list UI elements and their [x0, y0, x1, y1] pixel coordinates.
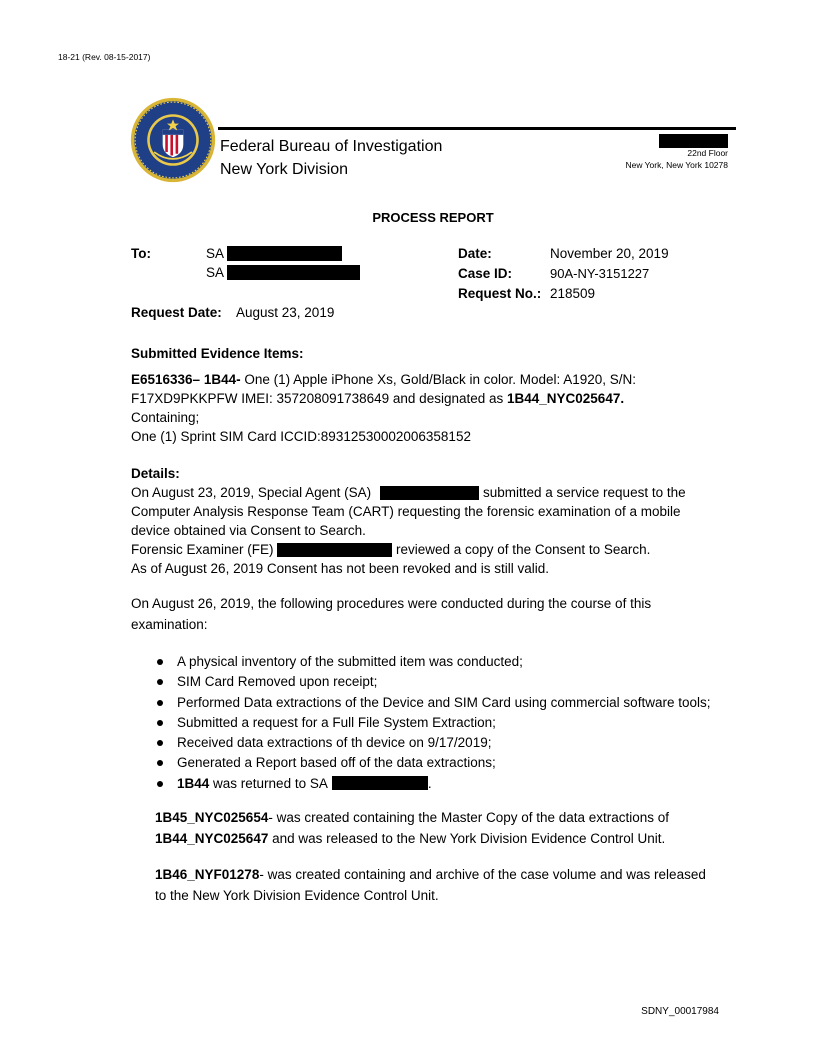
request-date-label: Request Date:: [131, 305, 222, 320]
evidence-description: One (1) Apple iPhone Xs, Gold/Black in color. Model: A1920, S/N:: [240, 372, 637, 387]
redaction-bar: [227, 246, 342, 261]
address-line-2: New York, New York 10278: [625, 160, 728, 170]
list-item: 1B44 was returned to SA .: [155, 774, 755, 794]
redaction-bar: [659, 134, 728, 148]
date-label: Date:: [458, 246, 492, 261]
evidence-heading: Submitted Evidence Items:: [131, 346, 304, 361]
redaction-bar: [277, 543, 392, 557]
bullet-icon: [157, 659, 163, 665]
details-line-5: As of August 26, 2019 Consent has not been revoked and is still valid.: [131, 561, 550, 576]
address-line-1: 22nd Floor: [687, 148, 728, 158]
list-item: Generated a Report based off of the data extractions;: [155, 753, 755, 773]
procedures-intro-line-1: On August 26, 2019, the following procedures were conducted during the course of this: [131, 596, 652, 611]
office-address: [625, 147, 728, 171]
redaction-bar: [332, 776, 428, 790]
details-line-1b: submitted a service request to the: [483, 485, 686, 500]
bullet-icon: [157, 760, 163, 766]
details-heading: Details:: [131, 466, 180, 481]
request-no-value: 218509: [550, 286, 596, 301]
output-a-source-id: 1B44_NYC025647: [155, 831, 269, 846]
details-line-4b: reviewed a copy of the Consent to Search.: [396, 542, 651, 557]
item-ref: 1B44: [177, 775, 210, 791]
evidence-line-1: [131, 370, 636, 390]
date-value: November 20, 2019: [550, 246, 669, 261]
fbi-seal-icon: [130, 97, 216, 183]
details-line-1a: On August 23, 2019, Special Agent (SA): [131, 485, 372, 500]
header-rule: [218, 127, 736, 130]
output-a-line-1: 1B45_NYC025654- was created containing the Master Copy of the data extractions of: [155, 810, 670, 825]
evidence-sim: One (1) Sprint SIM Card ICCID:89312530002006358152: [131, 429, 471, 444]
evidence-serial: F17XD9PKKPFW IMEI: 357208091738649 and designated as: [131, 391, 507, 406]
redaction-bar: [380, 486, 479, 500]
procedures-list: [155, 652, 755, 794]
evidence-containing: Containing;: [131, 410, 200, 425]
case-id-value: 90A-NY-3151227: [550, 266, 650, 281]
to-line-1: SA: [206, 246, 225, 261]
details-line-3: device obtained via Consent to Search.: [131, 523, 366, 538]
output-a-line-2: 1B44_NYC025647 and was released to the New York Division Evidence Control Unit.: [155, 831, 666, 846]
details-line-4a: Forensic Examiner (FE): [131, 542, 274, 557]
to-label: To:: [131, 246, 151, 261]
list-item: SIM Card Removed upon receipt;: [155, 672, 755, 692]
bullet-icon: [157, 700, 163, 706]
evidence-designation: 1B44_NYC025647.: [507, 391, 625, 406]
bullet-icon: [157, 679, 163, 685]
agency-name: Federal Bureau of Investigation: [220, 138, 443, 155]
list-item: Performed Data extractions of the Device and SIM Card using commercial software tools;: [155, 693, 755, 713]
evidence-item-id: E6516336– 1B44-: [131, 372, 241, 387]
list-item: A physical inventory of the submitted item was conducted;: [155, 652, 755, 672]
list-item: Received data extractions of th device on 9/17/2019;: [155, 733, 755, 753]
agency-block: [220, 135, 442, 181]
request-date-value: August 23, 2019: [236, 305, 335, 320]
redaction-bar: [227, 265, 360, 280]
request-no-label: Request No.:: [458, 286, 542, 301]
document-title: PROCESS REPORT: [372, 210, 494, 225]
output-a-id: 1B45_NYC025654: [155, 810, 269, 825]
bullet-icon: [157, 781, 163, 787]
list-item: Submitted a request for a Full File System Extraction;: [155, 713, 755, 733]
form-number: 18-21 (Rev. 08-15-2017): [58, 52, 151, 62]
output-b-line-1: 1B46_NYF01278- was created containing and archive of the case volume and was released: [155, 867, 706, 882]
evidence-line-2: [131, 389, 624, 409]
division-name: New York Division: [220, 161, 349, 178]
output-b-id: 1B46_NYF01278: [155, 867, 260, 882]
procedures-intro-line-2: examination:: [131, 617, 208, 632]
bates-number: SDNY_00017984: [641, 1006, 719, 1017]
case-id-label: Case ID:: [458, 266, 513, 281]
bullet-icon: [157, 720, 163, 726]
bullet-icon: [157, 740, 163, 746]
output-b-line-2: to the New York Division Evidence Control Unit.: [155, 888, 439, 903]
to-line-2: SA: [206, 265, 225, 280]
details-line-2: Computer Analysis Response Team (CART) requesting the forensic examination of a mobile: [131, 504, 681, 519]
